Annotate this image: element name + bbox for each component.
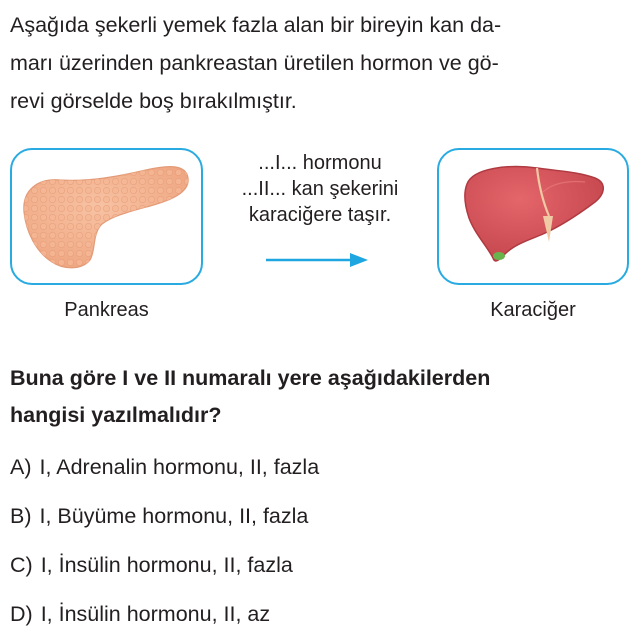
question-line-1: Buna göre I ve II numaralı yere aşağıdakilerden [10, 366, 491, 390]
question-line-2: hangisi yazılmalıdır? [10, 403, 222, 427]
option-letter: C) [10, 553, 33, 577]
question-intro [10, 6, 626, 120]
transport-text: karaciğere taşır. [248, 204, 392, 226]
option-d[interactable] [10, 595, 610, 644]
option-text: I, İnsülin hormonu, II, az [40, 602, 271, 626]
intro-line-1: Aşağıda şekerli yemek fazla alan bir bireyin kan da- [10, 13, 502, 37]
blank-hormone-text: ...I... hormonu [258, 152, 382, 174]
option-b[interactable] [10, 497, 610, 546]
option-letter: D) [10, 602, 33, 626]
pancreas-label: Pankreas [64, 299, 149, 321]
pancreas-illustration [12, 150, 201, 283]
liver-illustration [439, 150, 627, 283]
right-arrow-icon [266, 250, 370, 270]
pancreas-box [10, 148, 203, 285]
liver-box [437, 148, 629, 285]
option-letter: B) [10, 504, 32, 528]
option-a[interactable] [10, 448, 610, 497]
intro-line-2: marı üzerinden pankreastan üretilen hormon ve gö- [10, 51, 499, 75]
answer-options [10, 448, 610, 644]
option-text: I, İnsülin hormonu, II, fazla [40, 553, 293, 577]
option-text: I, Büyüme hormonu, II, fazla [39, 504, 309, 528]
liver-label: Karaciğer [490, 299, 576, 321]
blank-amount-text: ...II... kan şekerini [241, 178, 399, 200]
option-c[interactable] [10, 546, 610, 595]
intro-line-3: revi görselde boş bırakılmıştır. [10, 89, 297, 113]
diagram-description [214, 150, 426, 228]
option-text: I, Adrenalin hormonu, II, fazla [39, 455, 320, 479]
option-letter: A) [10, 455, 32, 479]
question-prompt [10, 360, 626, 434]
